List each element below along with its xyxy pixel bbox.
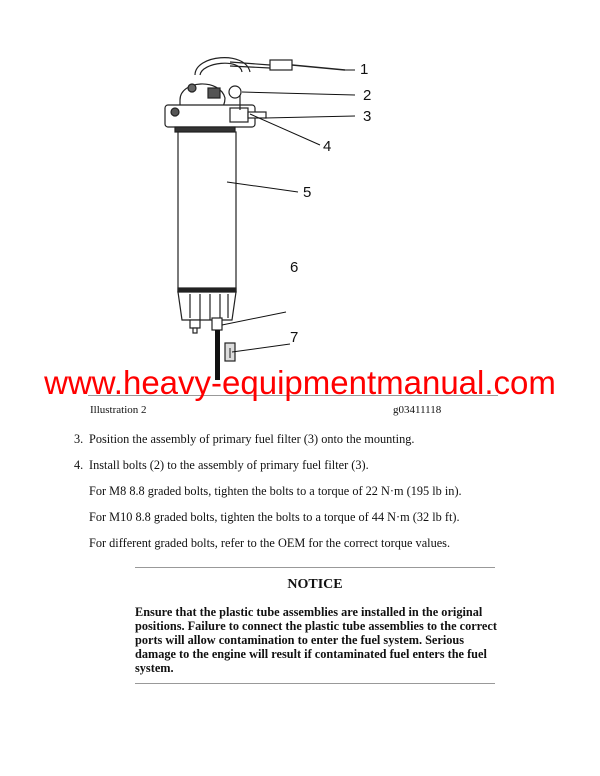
illustration-caption: Illustration 2	[90, 404, 147, 416]
step-4	[74, 458, 369, 473]
callout-7: 7	[290, 329, 299, 346]
callout-4: 4	[323, 138, 332, 155]
notice-bottom-rule	[135, 683, 495, 684]
fuel-filter-drawing	[150, 40, 390, 380]
callout-3: 3	[363, 108, 372, 125]
callout-6: 6	[290, 259, 299, 276]
step-text: Position the assembly of primary fuel filter (3) onto the mounting.	[89, 432, 415, 446]
torque-m10: For M10 8.8 graded bolts, tighten the bolts to a torque of 44 N·m (32 lb ft).	[89, 510, 460, 524]
illustration-id: g03411118	[393, 404, 442, 416]
notice-top-rule	[135, 567, 495, 568]
torque-m8: For M8 8.8 graded bolts, tighten the bolts to a torque of 22 N·m (195 lb in).	[89, 484, 462, 498]
callout-5: 5	[303, 184, 312, 201]
fuel-filter-illustration	[150, 40, 390, 380]
step-text: Install bolts (2) to the assembly of primary fuel filter (3).	[89, 458, 369, 472]
callout-1: 1	[360, 61, 369, 78]
watermark-url: www.heavy-equipmentmanual.com	[44, 364, 556, 401]
notice-title: NOTICE	[287, 577, 343, 592]
step-3	[74, 432, 414, 447]
step-number: 4.	[74, 458, 84, 472]
step-number: 3.	[74, 432, 84, 446]
torque-other: For different graded bolts, refer to the OEM for the correct torque values.	[89, 536, 451, 550]
notice-body: Ensure that the plastic tube assemblies are installed in the original positions. Failure to connect the plastic tube assemblies to the correct ports will allow contamination to enter the fuel system. Serious damage to the engine will result if contaminated fuel enters the fuel system.	[135, 605, 497, 675]
callout-2: 2	[363, 87, 372, 104]
